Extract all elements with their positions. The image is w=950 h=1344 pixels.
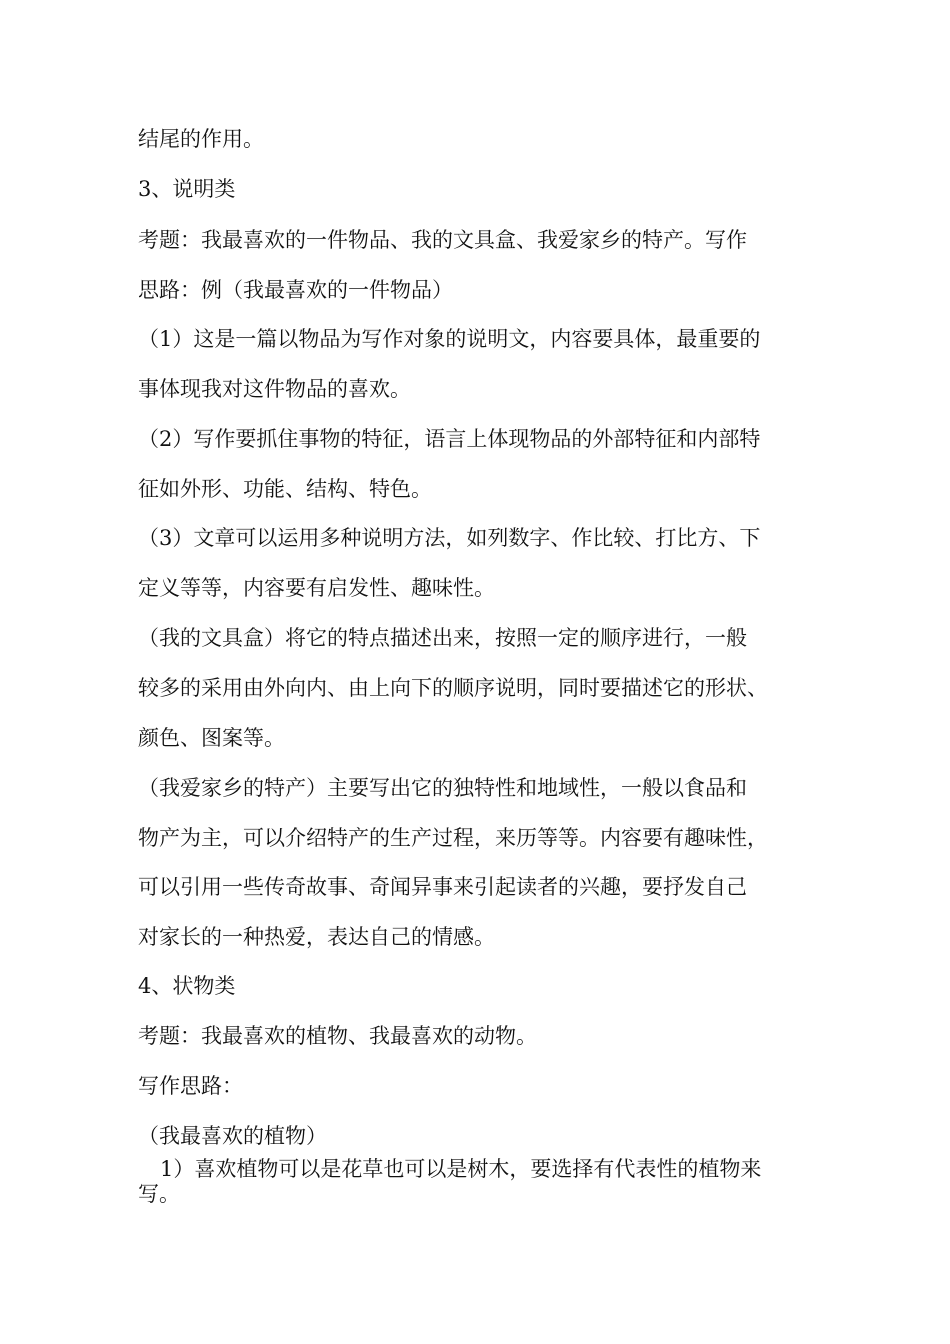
text-line: （我的文具盒）将它的特点描述出来，按照一定的顺序进行，一般	[138, 626, 747, 650]
text-line: 事体现我对这件物品的喜欢。	[138, 377, 411, 401]
text-line: （3）文章可以运用多种说明方法，如列数字、作比较、打比方、下	[138, 526, 761, 550]
text-line: 定义等等，内容要有启发性、趣味性。	[138, 576, 495, 600]
text-line: 考题：我最喜欢的一件物品、我的文具盒、我爱家乡的特产。写作	[138, 228, 747, 252]
text-line: （我最喜欢的植物）	[138, 1124, 327, 1148]
text-line: 征如外形、功能、结构、特色。	[138, 477, 432, 501]
text-line: 物产为主，可以介绍特产的生产过程，来历等等。内容要有趣味性，	[138, 826, 768, 850]
text-line: 考题：我最喜欢的植物、我最喜欢的动物。	[138, 1024, 537, 1048]
section-heading: 3、说明类	[138, 177, 236, 201]
section-heading: 4、状物类	[138, 974, 236, 998]
text-line: 较多的采用由外向内、由上向下的顺序说明，同时要描述它的形状、	[138, 676, 768, 700]
text-line: 颜色、图案等。	[138, 726, 285, 750]
text-line: 思路：例（我最喜欢的一件物品）	[138, 278, 453, 302]
text-line: 写。	[138, 1182, 180, 1206]
text-line: 1）喜欢植物可以是花草也可以是树木，要选择有代表性的植物来	[160, 1157, 762, 1181]
text-line: （2）写作要抓住事物的特征，语言上体现物品的外部特征和内部特	[138, 427, 761, 451]
text-line: 结尾的作用。	[138, 127, 264, 151]
text-line: 可以引用一些传奇故事、奇闻异事来引起读者的兴趣，要抒发自己	[138, 875, 747, 899]
text-line: （1）这是一篇以物品为写作对象的说明文，内容要具体，最重要的	[138, 327, 761, 351]
text-line: 写作思路：	[138, 1074, 243, 1098]
text-line: （我爱家乡的特产）主要写出它的独特性和地域性，一般以食品和	[138, 776, 747, 800]
text-line: 对家长的一种热爱，表达自己的情感。	[138, 925, 495, 949]
